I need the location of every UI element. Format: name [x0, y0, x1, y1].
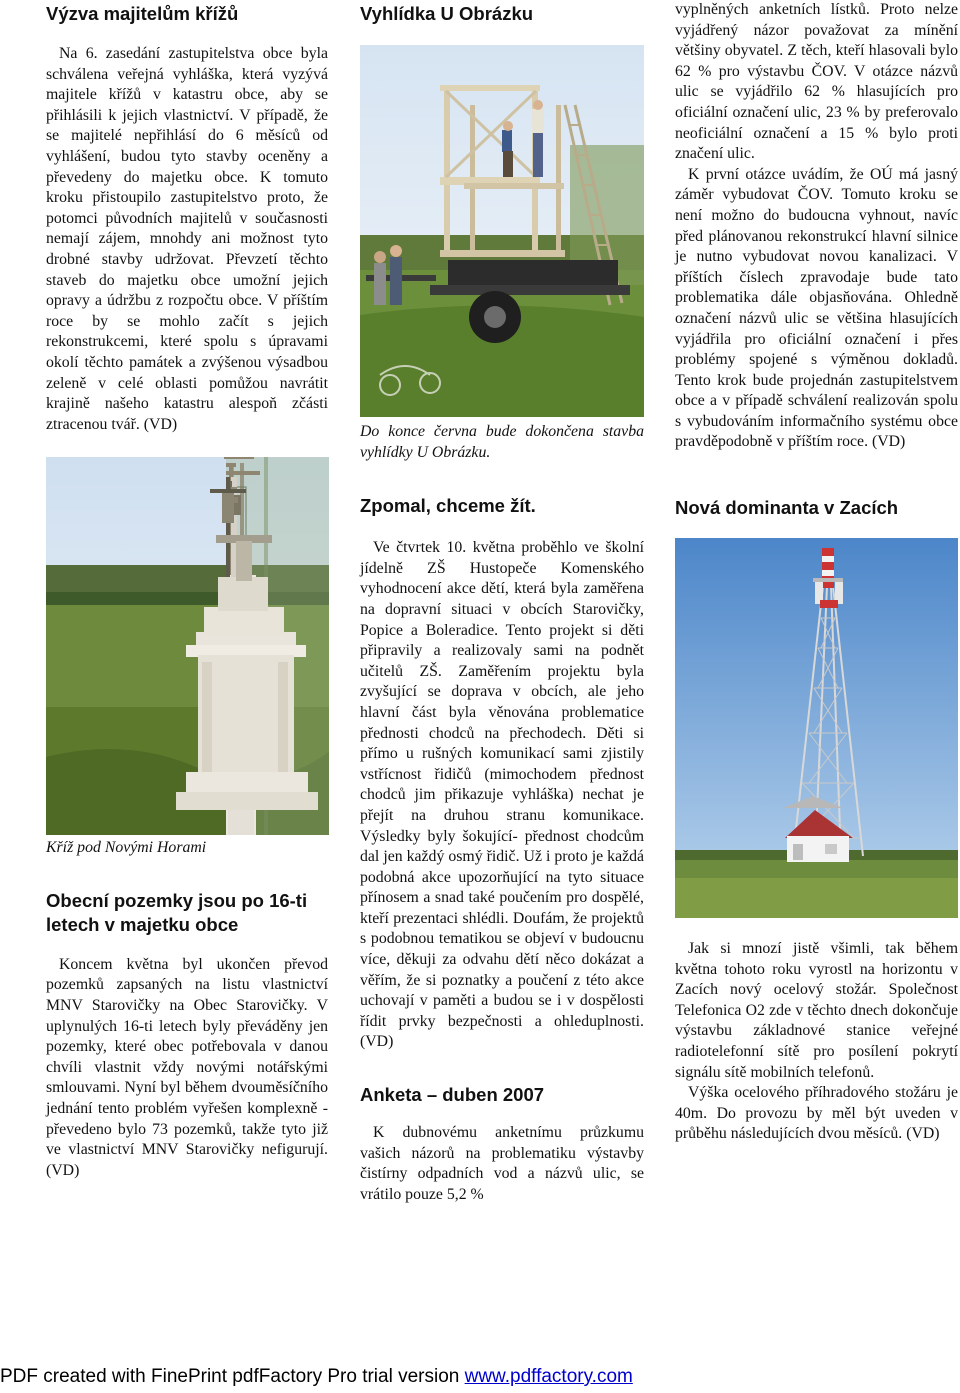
heading-new-landmark: Nová dominanta v Zacích — [675, 497, 899, 519]
column-left — [46, 0, 328, 1181]
tower-photo-illustration — [675, 538, 958, 918]
heading-municipal-land: Obecní pozemky jsou po 16-ti letech v majetku obce — [46, 889, 308, 935]
lookout-photo-illustration — [360, 45, 644, 417]
pdffactory-link[interactable]: www.pdffactory.com — [464, 1366, 633, 1387]
article-slow-down: Ve čtvrtek 10. května proběhlo ve školní jídelně ZŠ Hustopeče Komenského vyhodnocení akce dětí, která byla zaměřena na dopravní situaci v obcích Starovičky, Popice a Boleradice. Tento projekt si děti připravily a realizovaly sami na podnět učitelů ZŠ. Zaměřením projektu byla zvyšující se doprava v obcích, ale jeho hlavní část byla věnována problematice přednosti chodců na přechodech. Děti si přímo u rušných komunikací sami zjistily vstřícnost řidičů (mimochodem přednost chodců jim přikazuje vyhláška) nechat je přejít na druhou stranu komunikace. Výsledky byly šokující- přednost chodcům dal jen každý osmý řidič. Už i proto je každá podobná akce upozorňující na tyto situace přínosem a snad také poučením pro dospělé, kteří prezentaci shlédli. Doufám, že projektů s podobnou tematikou se objeví v budoucnu více, děkuji za odvahu dětí něco dokázat a věřím, že si poznatky a poučení z této akce uchovají v paměti a budou se i v dospělosti řídit prvky bezpečnosti a ohleduplnosti. (VD) — [360, 539, 644, 1051]
heading-survey: Anketa – duben 2007 — [360, 1084, 545, 1106]
pdf-footer-text: PDF created with FinePrint pdfFactory Pro trial version — [0, 1366, 465, 1387]
cross-photo-illustration — [46, 457, 329, 835]
article-survey-continued: vyplněných anketních lístků. Proto nelze vyjádřený názor považovat za mínění většiny obyvatel. Z těch, kteří hlasovali bylo 62 % pro výstavbu ČOV. V otázce názvů ulic se vyjádřilo 62 % hlasujících pro oficiální označení ulic, 23 % by preferovalo neoficiální označení a 15 % bylo proti značení ulic. — [675, 1, 958, 163]
heading-lookout: Vyhlídka U Obrázku — [360, 3, 534, 24]
column-right — [675, 0, 958, 1145]
photo-tower — [675, 538, 958, 918]
article-survey-start: K dubnovému anketnímu průzkumu vašich názorů na problematiku výstavby čistírny odpadních vod a názvů ulic, se vrátilo pouze 5,2 % — [360, 1124, 644, 1203]
pdf-footer — [0, 1364, 960, 1390]
photo-lookout — [360, 45, 644, 417]
heading-slow-down: Zpomal, chceme žít. — [360, 495, 536, 517]
caption-lookout: Do konce června bude dokončena stavba vyhlídky U Obrázku. — [360, 423, 644, 461]
article-new-landmark-height: Výška ocelového příhradového stožáru je 40m. Do provozu by měl být uveden v průběhu následujících dvou měsíců. (VD) — [675, 1084, 958, 1143]
photo-cross — [46, 457, 329, 835]
article-new-landmark: Jak si mnozí jistě všimli, tak během května tohoto roku vyrostl na horizontu v Zacích nový ocelový stožár. Společnost Telefonica O2 zde v těchto dnech dokončuje výstavbu základnové stanice veřejné radiotelefonní sítě pro posílení pokrytí signálu sítě mobilních telefonů. — [675, 940, 958, 1081]
article-cross-owners: Na 6. zasedání zastupitelstva obce byla schválena veřejná vyhláška, která vyzývá majitele křížů v katastru obce, aby se přihlásili k jejich vlastnictví. V případě, že se majitelé nepřihlásí do 6 měsíců od vyhlášení, budou tyto stavby oceněny a převedeny do majetku obce. K tomuto kroku přistoupilo zastupitelstvo proto, že potomci původních majitelů v současnosti nemají zájem, mnohdy ani možnost tyto drobné stavby udržovat. Převzetí těchto staveb do majetku obce umožní jejich opravy a údržbu z rozpočtu obce. V příštím roce by se mohlo začít s jejich rekonstrukcemi, které spolu s úpravami okolí těchto památek a zvýšenou výsadbou zeleně v celé oblasti pomůžou navrátit krajině našeho katastru alespoň zčásti ztracenou tvář. (VD) — [46, 45, 328, 433]
heading-cross-owners: Výzva majitelům křížů — [46, 3, 239, 24]
article-survey-conclusion: K první otázce uvádím, že OÚ má jasný záměr vybudovat ČOV. Tomuto kroku se není možno do budoucna vyhnout, navíc před plánovanou rekonstrukcí hlavní silnice je nutno vybudovat novou kanalizaci. V příštích číslech zpravodaje bude tato problematika dále objasňována. Ohledně označení názvů ulic se většina hlasujících vyjádřila pro oficiální označení i přes problémy spojené s výměnou dokladů. Tento krok bude projednán zastupitelstvem obce a v případě schválení realizován spolu s vybudováním informačního systému obce pravděpodobně v příštím roce. (VD) — [675, 165, 958, 451]
column-middle — [360, 0, 644, 1205]
caption-cross: Kříž pod Novými Horami — [46, 839, 207, 857]
article-municipal-land: Koncem května byl ukončen převod pozemků zapsaných na listu vlastnictví MNV Starovičky na Obec Starovičky. V uplynulých 16-ti letech byly převáděny jen pozemky, které obec potřebovala v danou chvíli vlastnit vždy novými notářskými smlouvami. Nyní byl během dvouměsíčního jednání tento problém vyřešen komplexně - převedeno bylo 73 pozemků, takže tyto již ve vlastnictví MNV Starovičky nefigurují. (VD) — [46, 955, 328, 1179]
